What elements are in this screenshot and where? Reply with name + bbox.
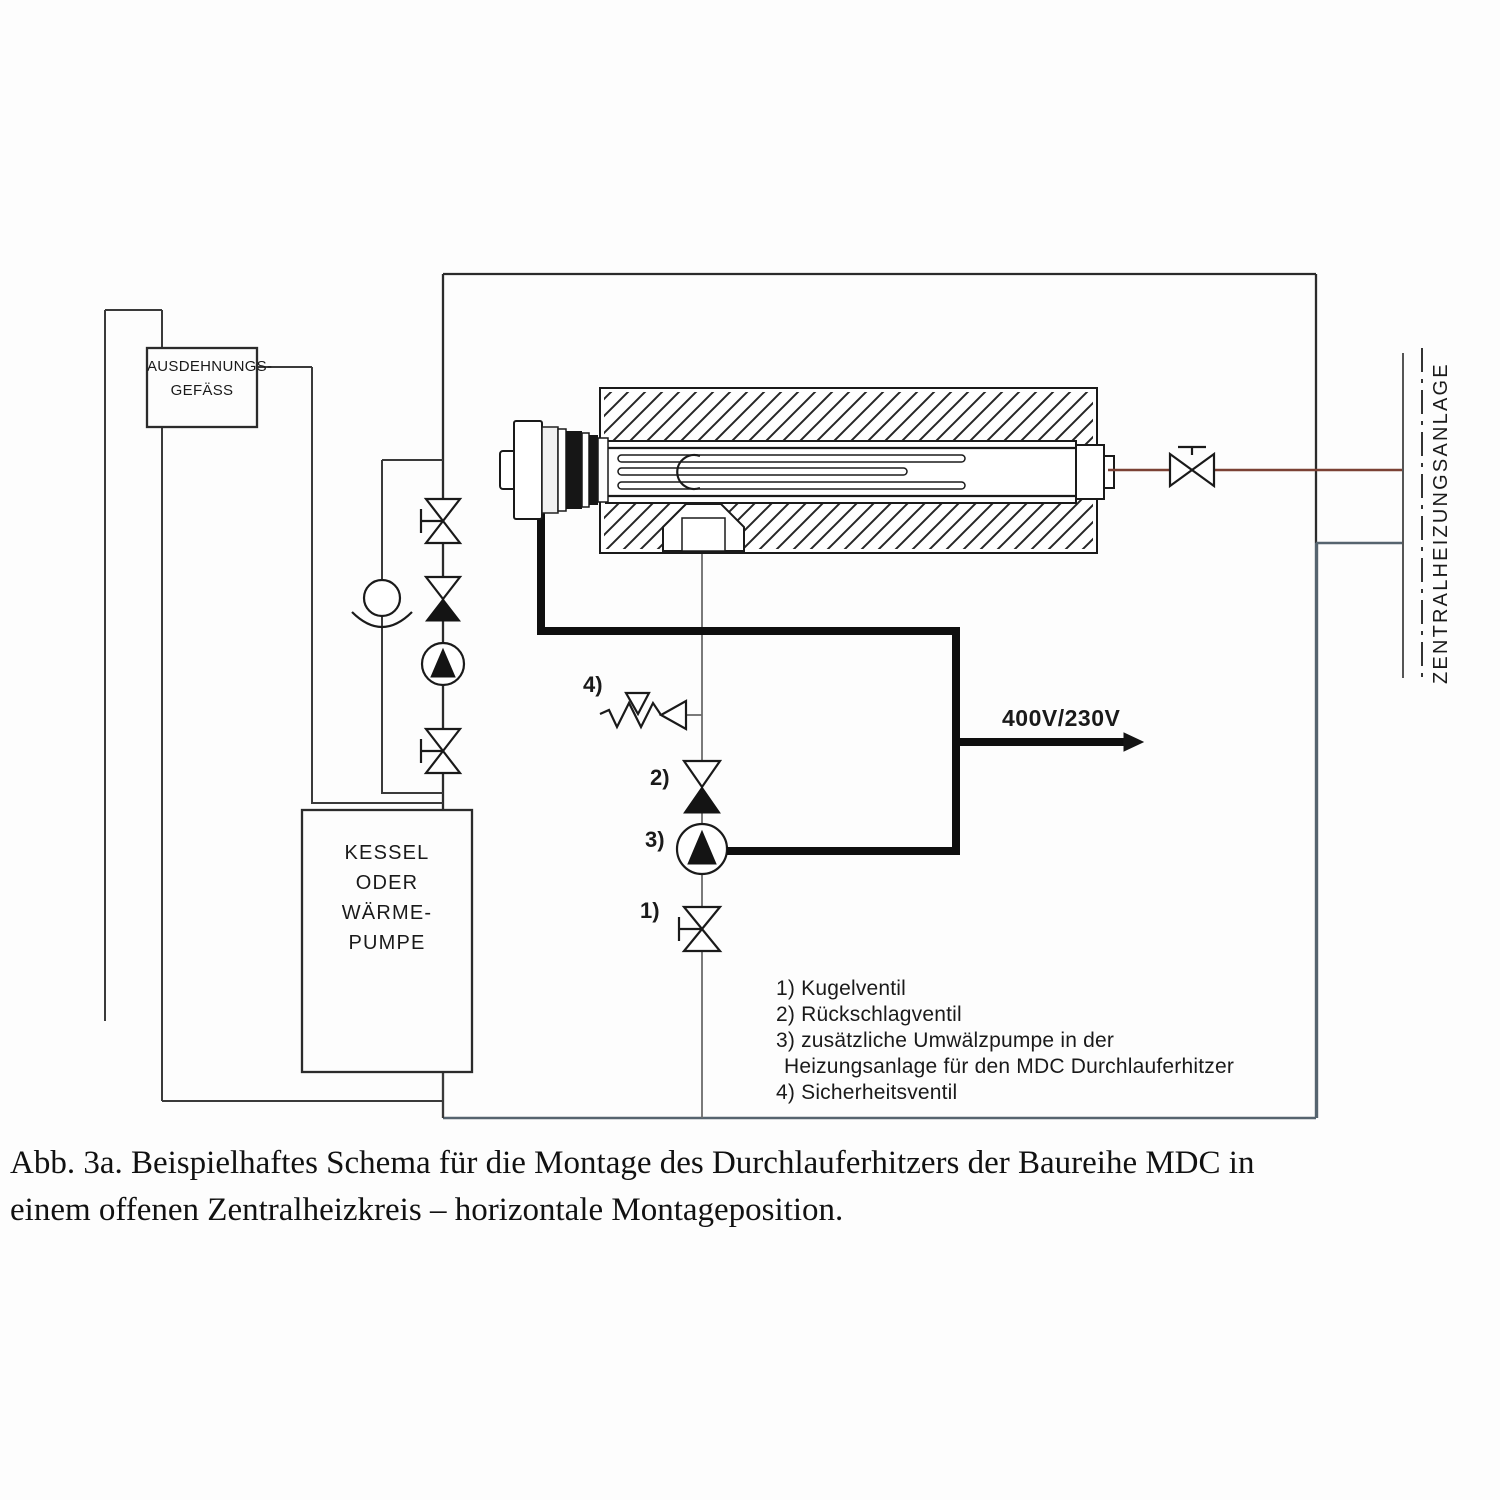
ball-valve-symbol: [679, 907, 720, 951]
boiler-ball-valve-top: [421, 499, 460, 543]
marker-4: 4): [583, 672, 603, 697]
safety-valve-symbol: [600, 693, 702, 729]
check-valve-symbol: [684, 761, 720, 813]
legend-line-4: 4) Sicherheitsventil: [776, 1081, 958, 1104]
expansion-vessel-label-line2: GEFÄSS: [170, 382, 234, 399]
expansion-vessel-label-line1: AUSDEHNUNGS-: [147, 358, 273, 375]
figure-caption: [10, 1140, 1496, 1234]
heating-rod: [618, 455, 965, 462]
flow-heater: [500, 388, 1114, 553]
boiler-label-line4: PUMPE: [348, 932, 426, 954]
legend-line-3-continued: Heizungsanlage für den MDC Durchlauferhitzer: [784, 1055, 1235, 1078]
legend-line-1: 1) Kugelventil: [776, 977, 907, 1000]
legend-line-2: 2) Rückschlagventil: [776, 1003, 962, 1026]
supply-shutoff-valve: [1170, 447, 1214, 486]
heating-rod: [618, 468, 907, 475]
boiler-pump-symbol: [422, 643, 464, 685]
heater-left-cap: [500, 421, 608, 519]
boiler-label-line2: ODER: [355, 872, 419, 894]
legend-line-3: 3) zusätzliche Umwälzpumpe in der: [776, 1029, 1115, 1052]
legend: [776, 976, 1234, 1106]
circulation-pump-symbol: [677, 824, 727, 874]
figure-caption-line1: Abb. 3a. Beispielhaftes Schema für die Montage des Durchlauferhitzers der Baureihe MDC in: [10, 1145, 1255, 1181]
marker-2: 2): [650, 765, 670, 790]
marker-3: 3): [645, 827, 665, 852]
central-heating-boundary: [1403, 348, 1422, 684]
voltage-label: 400V/230V: [1002, 705, 1121, 731]
boiler-ball-valve-bottom: [421, 729, 460, 773]
heating-rod: [618, 482, 965, 489]
heater-outlet-fitting: [1076, 445, 1104, 499]
central-heating-label: ZENTRALHEIZUNGSANLAGE: [1430, 362, 1452, 684]
power-arrowhead: [1124, 733, 1143, 751]
boiler-label-line1: KESSEL: [344, 842, 430, 864]
boiler-check-valve: [426, 577, 460, 621]
marker-1: 1): [640, 898, 660, 923]
return-line: [1317, 543, 1403, 1118]
boiler-label-line3: WÄRME-: [341, 902, 433, 924]
boiler-label: [302, 838, 472, 958]
expansion-vessel-label: [147, 355, 273, 403]
heater-outlet-stub: [1104, 456, 1114, 488]
figure-caption-line2: einem offenen Zentralheizkreis – horizontale Montageposition.: [10, 1192, 844, 1228]
heater-bottom-port-neck: [682, 518, 725, 551]
